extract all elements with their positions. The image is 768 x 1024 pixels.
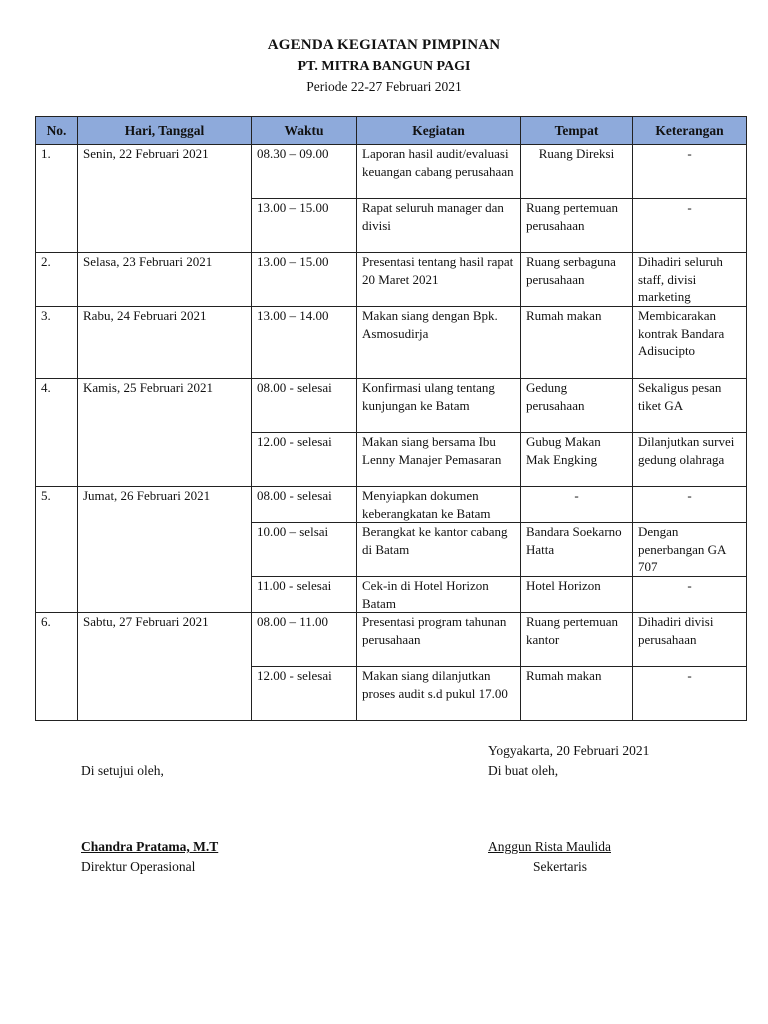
row-no: 2.	[36, 253, 78, 307]
approver-title: Direktur Operasional	[81, 859, 196, 874]
row-activity: Menyiapkan dokumen keberangkatan ke Batam	[357, 487, 521, 523]
row-note: -	[633, 577, 747, 613]
row-activity: Berangkat ke kantor cabang di Batam	[357, 523, 521, 577]
row-note: -	[633, 145, 747, 199]
row-note: Dengan penerbangan GA 707	[633, 523, 747, 577]
row-time: 13.00 – 15.00	[252, 199, 357, 253]
row-time: 08.30 – 09.00	[252, 145, 357, 199]
table-header-row	[36, 117, 747, 145]
table-row	[36, 253, 747, 307]
row-note: Sekaligus pesan tiket GA	[633, 379, 747, 433]
row-time: 13.00 – 15.00	[252, 253, 357, 307]
row-place: Ruang Direksi	[521, 145, 633, 199]
approved-by-label: Di setujui oleh,	[81, 763, 164, 778]
row-activity: Konfirmasi ulang tentang kunjungan ke Batam	[357, 379, 521, 433]
table-row	[36, 307, 747, 379]
company-name: PT. MITRA BANGUN PAGI	[297, 59, 471, 74]
row-place: Ruang pertemuan perusahaan	[521, 199, 633, 253]
agenda-table	[35, 116, 747, 721]
row-place: Rumah makan	[521, 307, 633, 379]
row-date: Rabu, 24 Februari 2021	[78, 307, 252, 379]
row-place: Rumah makan	[521, 667, 633, 721]
row-date: Sabtu, 27 Februari 2021	[78, 613, 252, 721]
column-header-note: Keterangan	[633, 117, 747, 145]
row-time: 08.00 - selesai	[252, 487, 357, 523]
row-no: 3.	[36, 307, 78, 379]
table-row	[36, 145, 747, 199]
row-activity: Rapat seluruh manager dan divisi	[357, 199, 521, 253]
row-no: 5.	[36, 487, 78, 613]
row-note: -	[633, 667, 747, 721]
row-place: Ruang pertemuan kantor	[521, 613, 633, 667]
row-time: 12.00 - selesai	[252, 433, 357, 487]
maker-title: Sekertaris	[533, 859, 587, 874]
maker-name: Anggun Rista Maulida	[488, 839, 611, 854]
row-note: Dilanjutkan survei gedung olahraga	[633, 433, 747, 487]
column-header-no: No.	[36, 117, 78, 145]
row-place: Gubug Makan Mak Engking	[521, 433, 633, 487]
document-title: AGENDA KEGIATAN PIMPINAN	[267, 37, 501, 53]
row-note: -	[633, 487, 747, 523]
row-time: 08.00 - selesai	[252, 379, 357, 433]
column-header-place: Tempat	[521, 117, 633, 145]
row-note: Membicarakan kontrak Bandara Adisucipto	[633, 307, 747, 379]
row-activity: Makan siang dilanjutkan proses audit s.d pukul 17.00	[357, 667, 521, 721]
row-no: 4.	[36, 379, 78, 487]
row-date: Jumat, 26 Februari 2021	[78, 487, 252, 613]
row-time: 13.00 – 14.00	[252, 307, 357, 379]
row-note: Dihadiri divisi perusahaan	[633, 613, 747, 667]
column-header-date: Hari, Tanggal	[78, 117, 252, 145]
row-no: 6.	[36, 613, 78, 721]
row-date: Kamis, 25 Februari 2021	[78, 379, 252, 487]
row-no: 1.	[36, 145, 78, 253]
place-date: Yogyakarta, 20 Februari 2021	[488, 743, 650, 758]
row-activity: Makan siang dengan Bpk. Asmosudirja	[357, 307, 521, 379]
column-header-time: Waktu	[252, 117, 357, 145]
row-place: Ruang serbaguna perusahaan	[521, 253, 633, 307]
row-place: Bandara Soekarno Hatta	[521, 523, 633, 577]
row-date: Selasa, 23 Februari 2021	[78, 253, 252, 307]
row-time: 10.00 – selsai	[252, 523, 357, 577]
row-place: -	[521, 487, 633, 523]
row-time: 11.00 - selesai	[252, 577, 357, 613]
row-time: 08.00 – 11.00	[252, 613, 357, 667]
row-activity: Makan siang bersama Ibu Lenny Manajer Pemasaran	[357, 433, 521, 487]
row-note: -	[633, 199, 747, 253]
row-activity: Presentasi program tahunan perusahaan	[357, 613, 521, 667]
row-date: Senin, 22 Februari 2021	[78, 145, 252, 253]
table-row	[36, 487, 747, 523]
column-header-activity: Kegiatan	[357, 117, 521, 145]
row-activity: Cek-in di Hotel Horizon Batam	[357, 577, 521, 613]
made-by-label: Di buat oleh,	[488, 763, 559, 778]
row-place: Hotel Horizon	[521, 577, 633, 613]
approver-name: Chandra Pratama, M.T	[81, 839, 219, 854]
row-activity: Laporan hasil audit/evaluasi keuangan cabang perusahaan	[357, 145, 521, 199]
row-note: Dihadiri seluruh staff, divisi marketing	[633, 253, 747, 307]
table-row	[36, 379, 747, 433]
table-row	[36, 613, 747, 667]
row-activity: Presentasi tentang hasil rapat 20 Maret 2021	[357, 253, 521, 307]
period-text: Periode 22-27 Februari 2021	[306, 79, 462, 94]
row-time: 12.00 - selesai	[252, 667, 357, 721]
row-place: Gedung perusahaan	[521, 379, 633, 433]
